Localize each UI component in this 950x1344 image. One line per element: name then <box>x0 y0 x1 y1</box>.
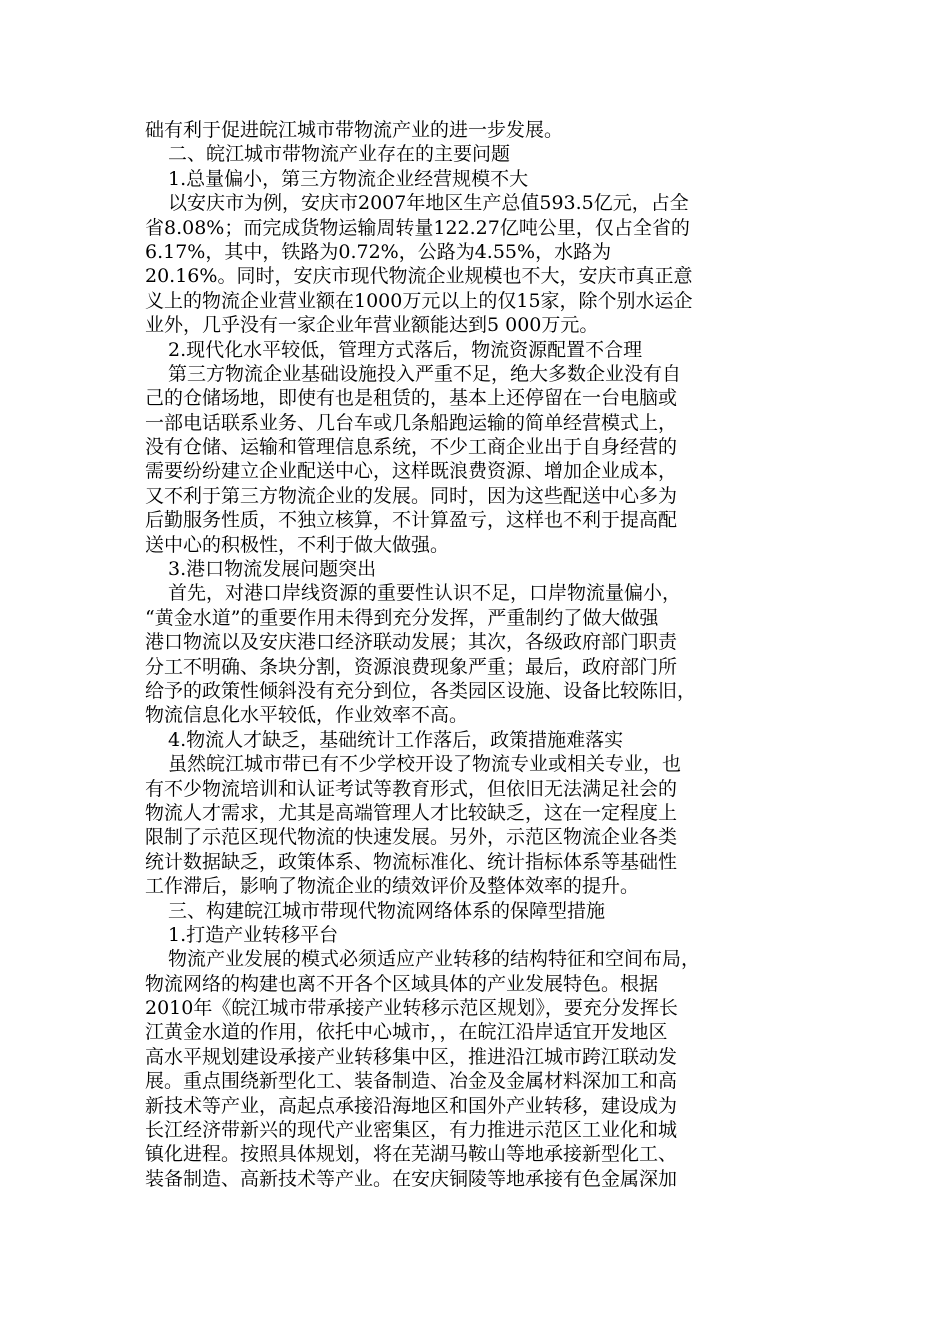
paragraph-line: 业外，几乎没有一家企业年营业额能达到5 000万元。 <box>145 314 599 337</box>
paragraph-line: 物流产业发展的模式必须适应产业转移的结构特征和空间布局， <box>168 948 701 971</box>
paragraph-line: 没有仓储、运输和管理信息系统，不少工商企业出于自身经营的 <box>145 436 678 459</box>
paragraph-line: 高水平规划建设承接产业转移集中区，推进沿江城市跨江联动发 <box>145 1045 678 1068</box>
paragraph-line: 统计数据缺乏，政策体系、物流标准化、统计指标体系等基础性 <box>145 850 678 873</box>
paragraph-line: 港口物流以及安庆港口经济联动发展；其次，各级政府部门职责 <box>145 631 678 654</box>
document-body <box>145 118 785 1191</box>
paragraph-line: 6.17%，其中，铁路为0.72%，公路为4.55%，水路为 <box>145 240 612 263</box>
subsection-heading: 1.打造产业转移平台 <box>168 923 339 946</box>
paragraph-line: 分工不明确、条块分割，资源浪费现象严重；最后，政府部门所 <box>145 655 678 678</box>
paragraph-line: 新技术等产业，高起点承接沿海地区和国外产业转移，建设成为 <box>145 1094 678 1117</box>
paragraph-line: “黄金水道”的重要作用未得到充分发挥，严重制约了做大做强 <box>145 606 659 629</box>
paragraph-line: 以安庆市为例，安庆市2007年地区生产总值593.5亿元，占全 <box>168 192 689 215</box>
paragraph-line: 后勤服务性质，不独立核算，不计算盈亏，这样也不利于提高配 <box>145 509 678 532</box>
paragraph-line: 虽然皖江城市带已有不少学校开设了物流专业或相关专业，也 <box>168 753 682 776</box>
paragraph-line: 物流信息化水平较低，作业效率不高。 <box>145 704 469 727</box>
paragraph-line: 首先，对港口岸线资源的重要性认识不足，口岸物流量偏小， <box>168 582 682 605</box>
paragraph-line: 工作滞后，影响了物流企业的绩效评价及整体效率的提升。 <box>145 875 640 898</box>
subsection-heading: 1.总量偏小，第三方物流企业经营规模不大 <box>168 167 529 190</box>
paragraph-line: 省8.08%；而完成货物运输周转量122.27亿吨公里，仅占全省的 <box>145 216 690 239</box>
paragraph-line: 送中心的积极性，不利于做大做强。 <box>145 533 450 556</box>
subsection-heading: 4.物流人才缺乏，基础统计工作落后，政策措施难落实 <box>168 728 624 751</box>
paragraph-line: 义上的物流企业营业额在1000万元以上的仅15家，除个别水运企 <box>145 289 693 312</box>
paragraph-line: 第三方物流企业基础设施投入严重不足，绝大多数企业没有自 <box>168 362 682 385</box>
paragraph-line: 20.16%。同时，安庆市现代物流企业规模也不大，安庆市真正意 <box>145 265 693 288</box>
paragraph-line: 有不少物流培训和认证考试等教育形式，但依旧无法满足社会的 <box>145 777 678 800</box>
paragraph-line: 2010年《皖江城市带承接产业转移示范区规划》，要充分发挥长 <box>145 997 678 1020</box>
paragraph-line: 限制了示范区现代物流的快速发展。另外，示范区物流企业各类 <box>145 826 678 849</box>
paragraph-line: 给予的政策性倾斜没有充分到位，各类园区设施、设备比较陈旧， <box>145 679 697 702</box>
section-heading: 二、皖江城市带物流产业存在的主要问题 <box>168 143 511 166</box>
paragraph-line: 一部电话联系业务、几台车或几条船跑运输的简单经营模式上， <box>145 411 678 434</box>
paragraph-line: 长江经济带新兴的现代产业密集区，有力推进示范区工业化和城 <box>145 1119 678 1142</box>
paragraph-line: 物流人才需求，尤其是高端管理人才比较缺乏，这在一定程度上 <box>145 801 678 824</box>
paragraph-line: 又不利于第三方物流企业的发展。同时，因为这些配送中心多为 <box>145 484 678 507</box>
subsection-heading: 3.港口物流发展问题突出 <box>168 558 377 581</box>
subsection-heading: 2.现代化水平较低，管理方式落后，物流资源配置不合理 <box>168 338 643 361</box>
paragraph-line: 镇化进程。按照具体规划，将在芜湖马鞍山等地承接新型化工、 <box>145 1143 678 1166</box>
paragraph-line: 础有利于促进皖江城市带物流产业的进一步发展。 <box>145 119 564 141</box>
section-heading: 三、构建皖江城市带现代物流网络体系的保障型措施 <box>168 899 606 922</box>
paragraph-line: 装备制造、高新技术等产业。在安庆铜陵等地承接有色金属深加 <box>145 1167 678 1190</box>
paragraph-line: 需要纷纷建立企业配送中心，这样既浪费资源、增加企业成本， <box>145 460 678 483</box>
paragraph-line: 江黄金水道的作用，依托中心城市，，在皖江沿岸适宜开发地区 <box>145 1021 668 1044</box>
paragraph-line: 己的仓储场地，即使有也是租赁的，基本上还停留在一台电脑或 <box>145 387 678 410</box>
paragraph-line: 物流网络的构建也离不开各个区域具体的产业发展特色。根据 <box>145 972 659 995</box>
paragraph-line: 展。重点围绕新型化工、装备制造、冶金及金属材料深加工和高 <box>145 1070 678 1093</box>
